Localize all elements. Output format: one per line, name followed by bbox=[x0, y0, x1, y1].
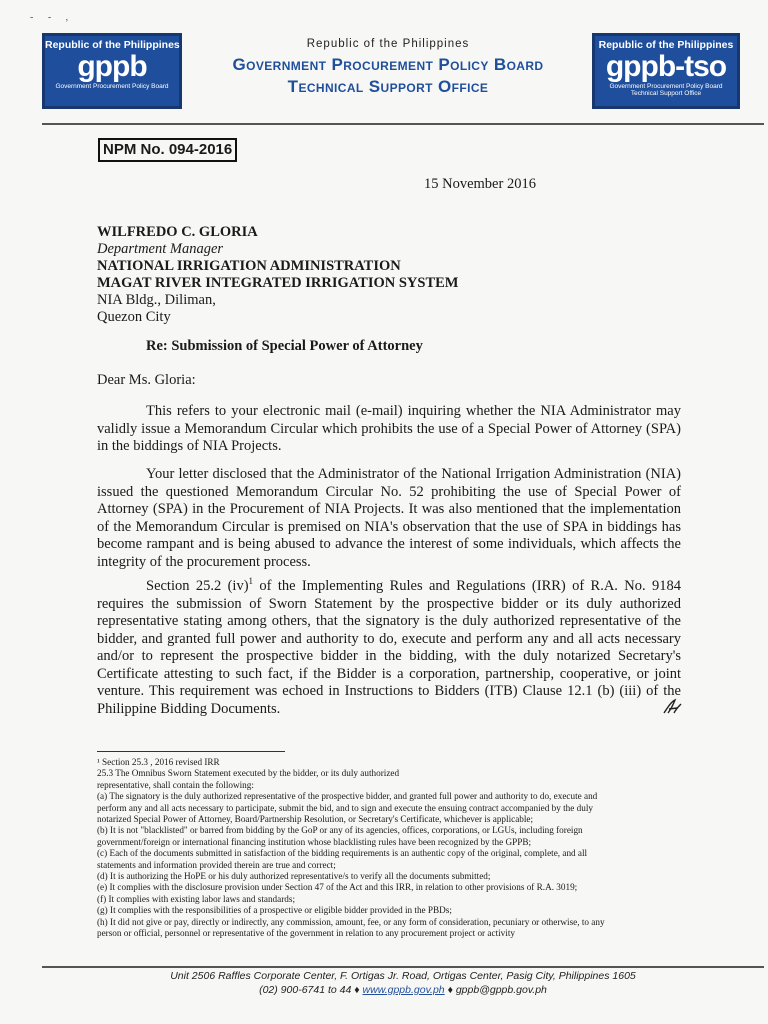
body-paragraph-2: Your letter disclosed that the Administrator of the National Irrigation Administration (NIA) issued the questioned Memorandum Circular No. 52 prohibiting the use of Special Power of Attorney (SPA) in the Procurement of NIA Projects. It was also mentioned that the implementation of the Memorandum Circular is premised on NIA's observation that the use of SPA in biddings has become rampant and is being abused to advance the interest of some individuals, which affects the integrity of the procurement process. bbox=[97, 466, 681, 570]
org-office: Technical Support Office bbox=[287, 77, 489, 96]
footnote-line: ¹ Section 25.3 , 2016 revised IRR bbox=[97, 757, 220, 767]
initials-mark bbox=[662, 698, 682, 716]
footnote-line: (d) It is authorizing the HoPE or his duly authorized representative/s to verify all the documents submitted; bbox=[97, 871, 491, 882]
footer-phone: (02) 900-6741 to 44 bbox=[259, 984, 352, 996]
body-paragraph-1: This refers to your electronic mail (e-mail) inquiring whether the NIA Administrator may validly issue a Memorandum Circular which prohibits the use of a Special Power of Attorney (SPA) in the biddings of NIA Projects. bbox=[97, 403, 681, 454]
logo-mark: gppb-tso bbox=[605, 50, 727, 83]
footer-email[interactable]: gppb@gppb.gov.ph bbox=[455, 984, 547, 996]
scan-marks: - - , bbox=[30, 12, 75, 23]
footnotes bbox=[97, 757, 697, 940]
footnote-line: (e) It complies with the disclosure provision under Section 47 of the Act and this IRR, in relation to other provisions of R.A. 3019; bbox=[97, 882, 578, 893]
addressee-address-1: NIA Bldg., Diliman, bbox=[97, 292, 216, 308]
footer-divider bbox=[42, 966, 764, 968]
logo-top-text: Republic of the Philippines bbox=[45, 39, 180, 51]
addressee-title: Department Manager bbox=[97, 241, 224, 257]
addressee-unit: MAGAT RIVER INTEGRATED IRRIGATION SYSTEM bbox=[97, 275, 459, 291]
footnote-divider bbox=[97, 751, 285, 752]
letterhead bbox=[190, 38, 586, 98]
footnote-line: 25.3 The Omnibus Sworn Statement executed by the bidder, or its duly authorized bbox=[97, 768, 400, 779]
logo-bottom-text: Government Procurement Policy Board bbox=[55, 83, 169, 90]
footnote-line: statements and information provided therein are true and correct; bbox=[97, 859, 336, 870]
addressee-name: WILFREDO C. GLORIA bbox=[97, 224, 258, 240]
footnote-line: perform any and all acts necessary to participate, submit the bid, and to sign and execute the ensuing contract accompanied by the duly bbox=[97, 802, 593, 813]
salutation: Dear Ms. Gloria: bbox=[97, 372, 196, 388]
footer-website-link[interactable]: www.gppb.gov.ph bbox=[362, 984, 445, 996]
footnote-line: government/foreign or international financing institution whose blacklisting rules have been recognized by the GPPB; bbox=[97, 836, 532, 847]
footer-contacts bbox=[42, 983, 764, 997]
paragraph-text: Section 25.2 (iv) bbox=[146, 578, 249, 594]
addressee-agency: NATIONAL IRRIGATION ADMINISTRATION bbox=[97, 258, 401, 274]
footnote-line: (c) Each of the documents submitted in satisfaction of the bidding requirements is an authentic copy of the original, complete, and all bbox=[97, 848, 588, 859]
paragraph-text: of the Implementing Rules and Regulations (IRR) of R.A. No. 9184 requires the submission of Sworn Statement by the prospective bidder or its duly authorized representative stating among others, that the signatory is the duly authorized representative of the bidder, and granted full power and authority to do, execute and perform any and all acts necessary and/or to represent the prospective bidder in the bidding, with the duly notarized Secretary's Certificate attesting to such fact, if the Bidder is a corporation, partnership, cooperative, or joint venture. This requirement was echoed in Instructions to Bidders (ITB) Clause 12.1 (b) (iii) of the Philippine Bidding Documents. bbox=[97, 578, 681, 717]
letter-date: 15 November 2016 bbox=[424, 176, 536, 192]
footer-separator: ♦ bbox=[447, 984, 453, 996]
footnote-line: representative, shall contain the following: bbox=[97, 779, 254, 790]
footnote-line: (f) It complies with existing labor laws and standards; bbox=[97, 893, 295, 904]
logo-top-text: Republic of the Philippines bbox=[598, 39, 734, 51]
republic-line: Republic of the Philippines bbox=[306, 38, 470, 50]
gppb-tso-logo bbox=[592, 33, 740, 109]
body-paragraph-3 bbox=[97, 578, 681, 718]
footnote-ref: 1 bbox=[248, 576, 254, 587]
npm-number: NPM No. 094-2016 bbox=[98, 138, 237, 162]
logo-bottom-text: Government Procurement Policy Board Technical Support Office bbox=[609, 83, 723, 97]
addressee-address-2: Quezon City bbox=[97, 309, 171, 325]
logo-mark: gppb bbox=[77, 50, 147, 83]
footer-separator: ♦ bbox=[354, 984, 360, 996]
org-name: Government Procurement Policy Board bbox=[232, 55, 544, 74]
footer-address: Unit 2506 Raffles Corporate Center, F. Ortigas Jr. Road, Ortigas Center, Pasig City, Philippines 1605 bbox=[170, 970, 636, 982]
gppb-logo bbox=[42, 33, 182, 109]
footnote-line: (a) The signatory is the duly authorized representative of the prospective bidder, and granted full power and authority to do, execute and bbox=[97, 791, 598, 802]
footnote-line: (b) It is not "blacklisted" or barred from bidding by the GoP or any of its agencies, offices, corporations, or LGUs, including foreign bbox=[97, 825, 583, 836]
footnote-line: person or official, personnel or representative of the government in relation to any procurement project or activity bbox=[97, 928, 515, 939]
header-divider bbox=[42, 123, 764, 125]
footer bbox=[42, 969, 764, 997]
addressee-block bbox=[97, 224, 458, 326]
footnote-line: (g) It complies with the responsibilities of a prospective or eligible bidder provided in the PBDs; bbox=[97, 905, 452, 916]
subject-line: Re: Submission of Special Power of Attorney bbox=[146, 338, 423, 354]
footnote-line: (h) It did not give or pay, directly or indirectly, any commission, amount, fee, or any form of consideration, pecuniary or otherwise, to any bbox=[97, 916, 605, 927]
footnote-line: notarized Special Power of Attorney, Board/Partnership Resolution, or Secretary's Certificate, whichever is applicable; bbox=[97, 814, 534, 825]
